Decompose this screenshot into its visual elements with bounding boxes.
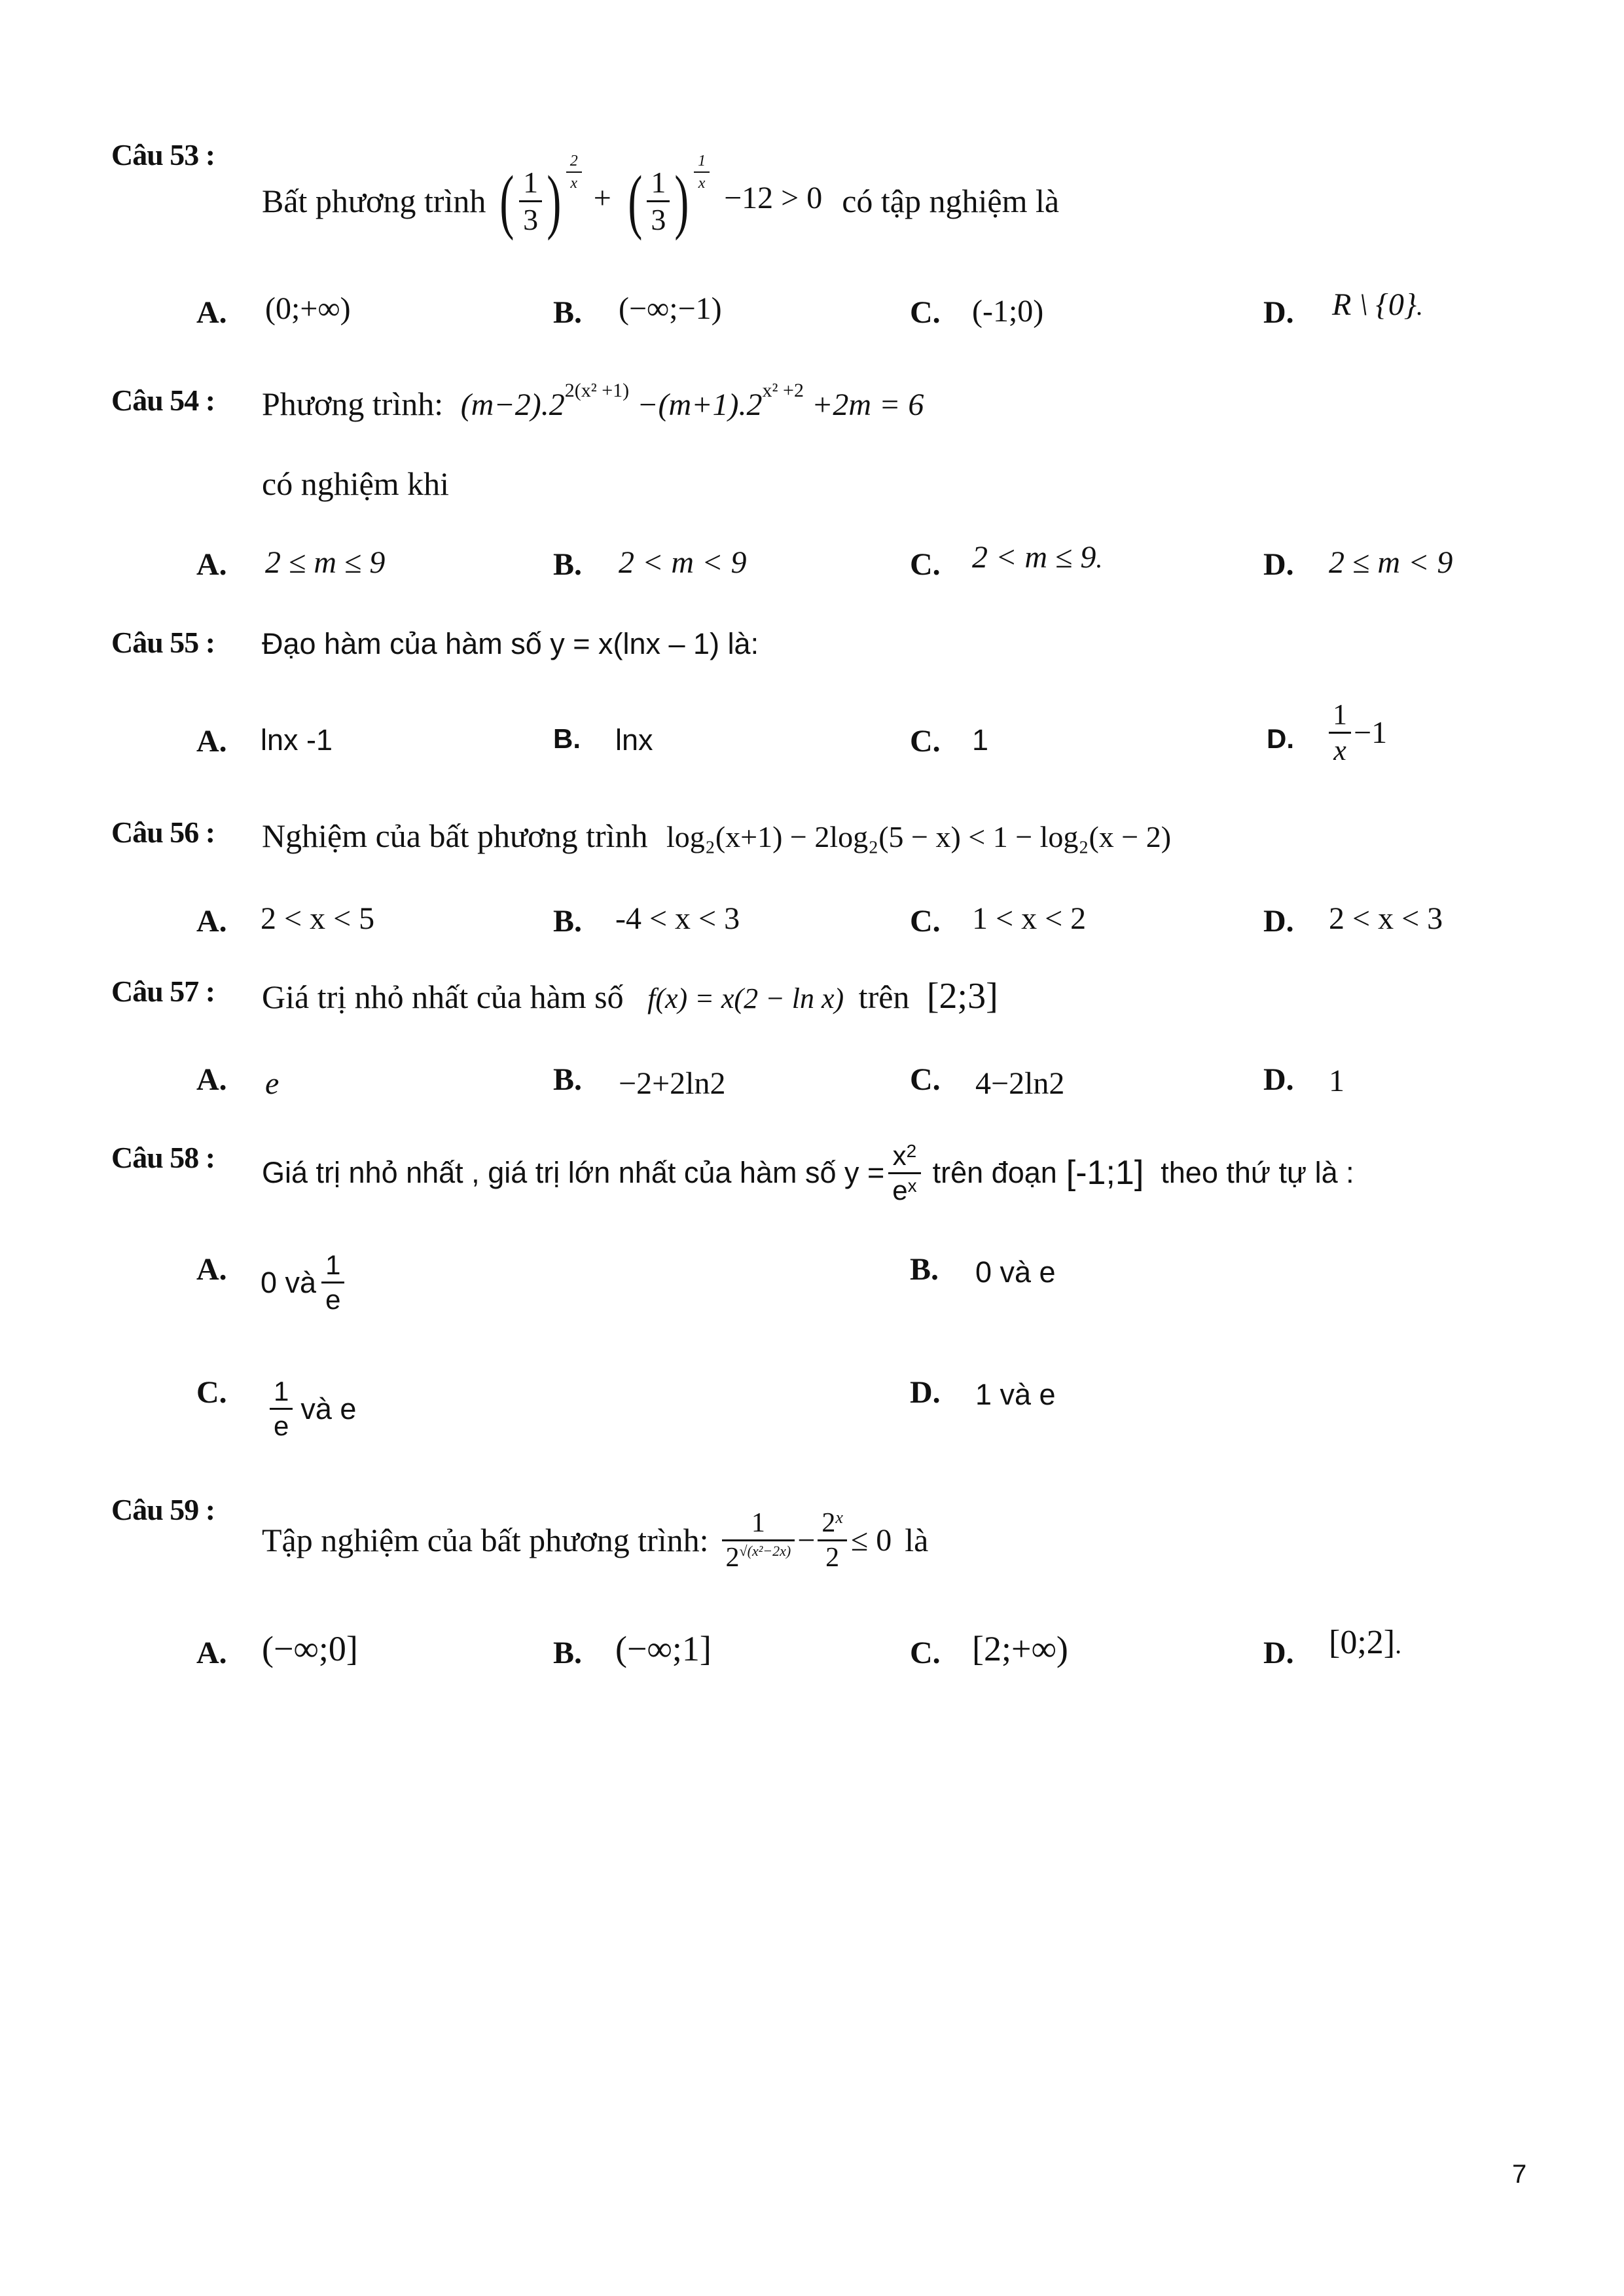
question-54-option-b-value[interactable]: 2 < m < 9 — [619, 545, 747, 580]
question-54-text-line2: có nghiệm khi — [262, 465, 450, 502]
question-56-label: Câu 56 : — [111, 816, 215, 849]
page-number: 7 — [1512, 2160, 1527, 2189]
question-59-option-c-letter[interactable]: C. — [910, 1636, 941, 1670]
question-55-option-d-value[interactable]: $\frac{1}{x}$ −1 — [1329, 700, 1387, 765]
question-58-option-c-value[interactable]: $\frac{1}{e}$ và e — [270, 1378, 356, 1440]
question-55-option-a-letter[interactable]: A. — [196, 724, 227, 759]
question-53-label: Câu 53 : — [111, 138, 215, 171]
question-58-option-d-letter[interactable]: D. — [910, 1375, 941, 1410]
question-54-label: Câu 54 : — [111, 384, 215, 417]
question-54-text-pre: Phương trình: — [262, 386, 444, 422]
question-58-label: Câu 58 : — [111, 1141, 215, 1174]
question-54-option-d-value[interactable]: 2 ≤ m < 9 — [1329, 545, 1453, 580]
question-53-option-d-letter[interactable]: D. — [1263, 295, 1294, 330]
question-53-option-b-value[interactable]: (−∞;−1) — [619, 291, 722, 326]
question-58-stem — [262, 1127, 1354, 1219]
question-54-option-b-letter[interactable]: B. — [553, 547, 583, 582]
question-55-option-c-letter[interactable]: C. — [910, 724, 941, 759]
question-53-option-b-letter[interactable]: B. — [553, 295, 583, 330]
question-59-option-a-letter[interactable]: A. — [196, 1636, 227, 1670]
question-55-option-c-value[interactable]: 1 — [972, 723, 989, 757]
question-59-option-c-value[interactable]: [2;+∞) — [972, 1629, 1068, 1668]
question-58-option-d-value[interactable]: 1 và e — [975, 1378, 1056, 1411]
question-57-option-a-value[interactable]: e — [265, 1066, 280, 1101]
question-57-stem — [262, 975, 998, 1017]
question-59-option-d-value[interactable]: [0;2]. — [1329, 1624, 1402, 1661]
question-54-option-c-letter[interactable]: C. — [910, 547, 941, 582]
question-57-option-d-value[interactable]: 1 — [1329, 1064, 1344, 1098]
question-53-formula: ( $\frac{1}{3}$ ) $\frac{2}{x}$ + ( $\frac{1}{3}$ ) $\frac{1}{x}$ −12 > 0 — [499, 152, 823, 241]
question-57-interval: [2;3] — [926, 976, 998, 1016]
question-53-option-c-letter[interactable]: C. — [910, 295, 941, 330]
question-55-option-d-letter[interactable]: D. — [1267, 723, 1294, 754]
question-55-label: Câu 55 : — [111, 626, 215, 659]
question-53-option-a-letter[interactable]: A. — [196, 295, 227, 330]
question-56-option-b-letter[interactable]: B. — [553, 904, 583, 939]
question-56-option-a-letter[interactable]: A. — [196, 904, 227, 939]
question-54-option-a-letter[interactable]: A. — [196, 547, 227, 582]
question-54-option-a-value[interactable]: 2 ≤ m ≤ 9 — [265, 545, 386, 580]
question-56-option-b-value[interactable]: -4 < x < 3 — [615, 901, 740, 936]
question-53-option-a-value[interactable]: (0;+∞) — [265, 291, 351, 326]
question-56-option-d-letter[interactable]: D. — [1263, 904, 1294, 939]
question-59-option-b-value[interactable]: (−∞;1] — [615, 1629, 712, 1668]
question-59-text-post: là — [905, 1522, 929, 1558]
question-58-option-c-letter[interactable]: C. — [196, 1375, 227, 1410]
question-57-formula: f(x) = x(2 − ln x) — [647, 982, 844, 1014]
question-53-option-d-value[interactable]: R \ {0}. — [1332, 287, 1424, 322]
question-59-text-pre: Tập nghiệm của bất phương trình: — [262, 1522, 709, 1558]
question-53-stem — [262, 139, 1059, 263]
question-55-option-b-value[interactable]: lnx — [615, 723, 653, 757]
question-56-text-pre: Nghiệm của bất phương trình — [262, 817, 648, 854]
question-58-fraction: $\frac{x^2}{e^x}$ — [888, 1142, 920, 1204]
question-59-option-d-letter[interactable]: D. — [1263, 1636, 1294, 1670]
question-56-option-a-value[interactable]: 2 < x < 5 — [261, 901, 375, 936]
question-58-text-mid: trên đoạn — [932, 1156, 1057, 1189]
question-56-option-c-letter[interactable]: C. — [910, 904, 941, 939]
question-59-option-b-letter[interactable]: B. — [553, 1636, 583, 1670]
question-54-stem — [262, 380, 924, 423]
question-58-text-post: theo thứ tự là : — [1161, 1156, 1354, 1189]
question-54-formula: $(m-2).2^{2(x^2 +1)} -(m+1).2^{x^2 +2} +2m = 6$ — [460, 380, 924, 422]
question-59-label: Câu 59 : — [111, 1493, 215, 1526]
question-53-text-pre: Bất phương trình — [262, 183, 486, 219]
question-59-stem — [262, 1491, 928, 1589]
question-57-option-d-letter[interactable]: D. — [1263, 1062, 1294, 1097]
question-57-option-a-letter[interactable]: A. — [196, 1062, 227, 1097]
question-59-option-a-value[interactable]: (−∞;0] — [262, 1629, 358, 1668]
question-53-option-c-value[interactable]: (-1;0) — [972, 294, 1044, 329]
question-53-text-post: có tập nghiệm là — [842, 183, 1060, 219]
question-57-text-pre: Giá trị nhỏ nhất của hàm số — [262, 978, 624, 1015]
question-57-option-b-value[interactable]: −2+2ln2 — [619, 1066, 726, 1101]
question-58-option-a-letter[interactable]: A. — [196, 1252, 227, 1287]
question-57-option-b-letter[interactable]: B. — [553, 1062, 583, 1097]
question-56-option-d-value[interactable]: 2 < x < 3 — [1329, 901, 1443, 936]
question-59-formula: $\frac{1}{2^{√(x^2-2x)}}$ − $\frac{2^x}{2}$ ≤ 0 — [722, 1509, 892, 1571]
question-56-formula: log₂(x+1) − 2log₂(5 − x) < 1 − log₂(x − 2) — [666, 820, 1172, 853]
question-58-interval: [-1;1] — [1066, 1154, 1144, 1192]
question-57-text-mid: trên — [858, 978, 910, 1015]
question-55-text: Đạo hàm của hàm số y = x(lnx – 1) là: — [262, 627, 759, 660]
question-57-option-c-value[interactable]: 4−2ln2 — [975, 1066, 1065, 1101]
question-54-option-d-letter[interactable]: D. — [1263, 547, 1294, 582]
question-56-stem — [262, 817, 1171, 855]
question-55-option-a-value[interactable]: lnx -1 — [261, 723, 333, 757]
question-55-option-b-letter[interactable]: B. — [553, 723, 581, 754]
question-58-option-b-letter[interactable]: B. — [910, 1252, 939, 1287]
question-57-option-c-letter[interactable]: C. — [910, 1062, 941, 1097]
question-58-text-pre: Giá trị nhỏ nhất , giá trị lớn nhất của hàm số y = — [262, 1156, 885, 1189]
question-56-option-c-value[interactable]: 1 < x < 2 — [972, 901, 1087, 936]
question-54-option-c-value[interactable]: 2 < m ≤ 9. — [972, 540, 1103, 575]
question-57-label: Câu 57 : — [111, 975, 215, 1008]
question-58-option-a-value[interactable]: 0 và $\frac{1}{e}$ — [261, 1251, 344, 1314]
question-58-option-b-value[interactable]: 0 và e — [975, 1255, 1056, 1289]
